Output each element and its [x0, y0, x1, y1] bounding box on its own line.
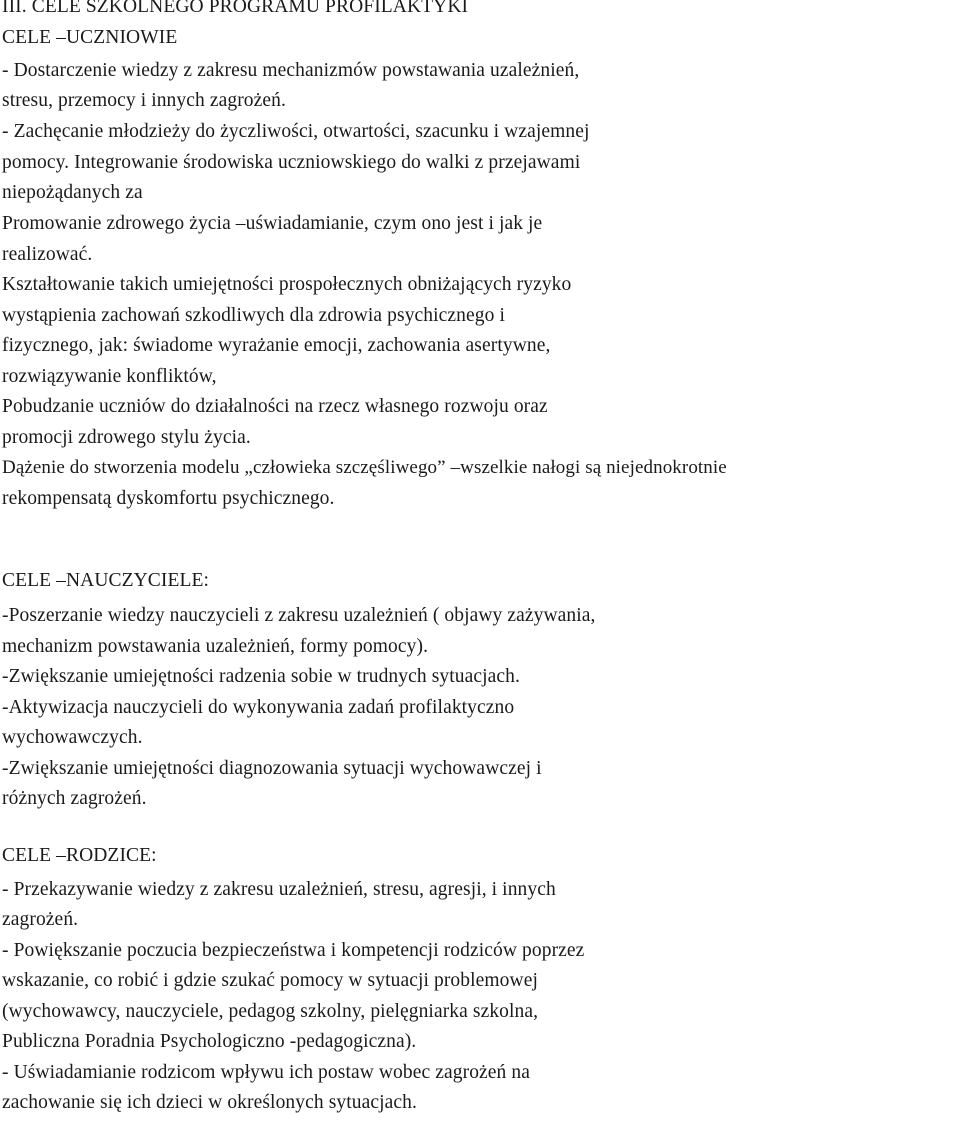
parents-line: - Powiększanie poczucia bezpieczeństwa i kompetencji rodziców poprzez	[2, 940, 585, 961]
students-heading: CELE –UCZNIOWIE	[2, 27, 178, 48]
students-line: pomocy. Integrowanie środowiska uczniowskiego do walki z przejawami	[2, 152, 581, 173]
teachers-line: wychowawczych.	[2, 727, 143, 748]
teachers-line: -Poszerzanie wiedzy nauczycieli z zakresu uzależnień ( objawy zażywania,	[2, 605, 596, 626]
students-line: - Zachęcanie młodzieży do życzliwości, otwartości, szacunku i wzajemnej	[2, 121, 590, 142]
students-line: promocji zdrowego stylu życia.	[2, 427, 251, 448]
students-line: Promowanie zdrowego życia –uświadamianie, czym ono jest i jak je	[2, 213, 543, 234]
parents-line: (wychowawcy, nauczyciele, pedagog szkolny, pielęgniarka szkolna,	[2, 1001, 539, 1022]
parents-line: wskazanie, co robić i gdzie szukać pomocy w sytuacji problemowej	[2, 970, 538, 991]
teachers-line: -Zwiększanie umiejętności diagnozowania sytuacji wychowawczej i	[2, 758, 542, 779]
parents-line: - Przekazywanie wiedzy z zakresu uzależnień, stresu, agresji, i innych	[2, 879, 556, 900]
parents-heading: CELE –RODZICE:	[2, 845, 157, 866]
parents-line: zagrożeń.	[2, 909, 79, 930]
students-line: realizować.	[2, 244, 93, 265]
students-line: Pobudzanie uczniów do działalności na rzecz własnego rozwoju oraz	[2, 396, 548, 417]
students-line: Kształtowanie takich umiejętności prospołecznych obniżających ryzyko	[2, 274, 572, 295]
parents-line: - Uświadamianie rodzicom wpływu ich postaw wobec zagrożeń na	[2, 1062, 530, 1083]
teachers-line: -Zwiększanie umiejętności radzenia sobie w trudnych sytuacjach.	[2, 666, 520, 687]
teachers-line: -Aktywizacja nauczycieli do wykonywania zadań profilaktyczno	[2, 697, 515, 718]
parents-line: zachowanie się ich dzieci w określonych sytuacjach.	[2, 1092, 417, 1113]
section-heading: III. CELE SZKOLNEGO PROGRAMU PROFILAKTYKI	[2, 0, 469, 17]
students-line: stresu, przemocy i innych zagrożeń.	[2, 90, 286, 111]
students-line: Dążenie do stworzenia modelu „człowieka szczęśliwego” –wszelkie nałogi są niejednokrotnie	[2, 457, 727, 478]
students-line: rekompensatą dyskomfortu psychicznego.	[2, 488, 335, 509]
teachers-heading: CELE –NAUCZYCIELE:	[2, 570, 210, 591]
teachers-line: różnych zagrożeń.	[2, 788, 147, 809]
students-line: niepożądanych za	[2, 182, 143, 203]
students-line: - Dostarczenie wiedzy z zakresu mechanizmów powstawania uzależnień,	[2, 60, 580, 81]
students-line: wystąpienia zachowań szkodliwych dla zdrowia psychicznego i	[2, 305, 505, 326]
parents-line: Publiczna Poradnia Psychologiczno -pedagogiczna).	[2, 1031, 417, 1052]
students-line: rozwiązywanie konfliktów,	[2, 366, 217, 387]
students-line: fizycznego, jak: świadome wyrażanie emocji, zachowania asertywne,	[2, 335, 551, 356]
teachers-line: mechanizm powstawania uzależnień, formy pomocy).	[2, 636, 429, 657]
